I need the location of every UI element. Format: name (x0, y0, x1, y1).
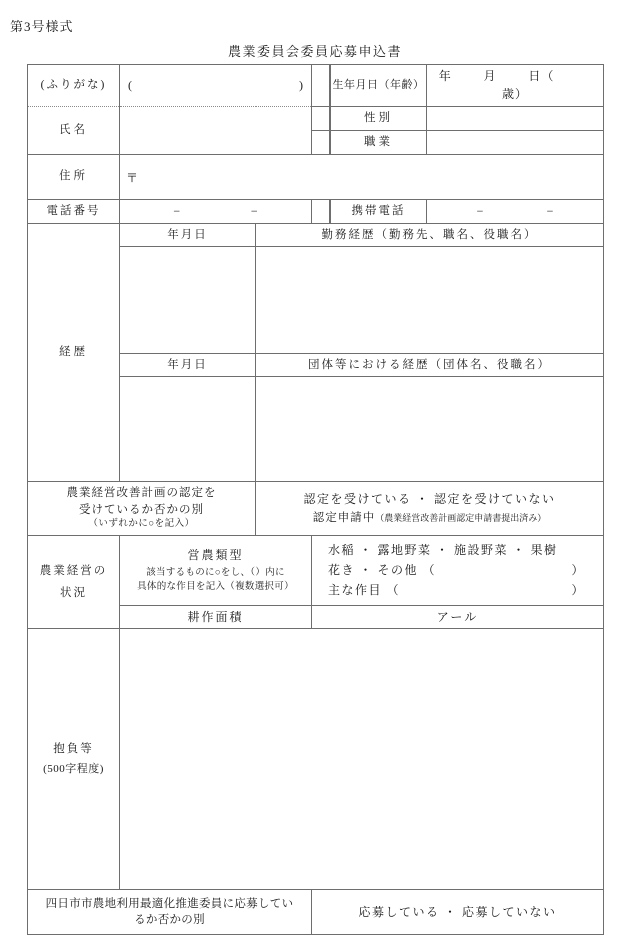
furigana-label: (ふりがな) (40, 79, 107, 92)
gender-label-cell-left (312, 107, 330, 131)
furigana-label-cell (28, 65, 120, 107)
certification-applying-note: （農業経営改善計画認定申請書提出済み） (375, 512, 547, 523)
aspiration-label-cell (28, 629, 120, 890)
farming-type-note-line2: 具体的な作目を記入（複数選択可） (137, 581, 294, 592)
occupation-cell-group (330, 131, 604, 155)
career-label-cell (28, 224, 120, 482)
gender-label-cell (331, 107, 427, 130)
mobile-dash-2: − (546, 203, 554, 218)
crops-line-2 (328, 561, 603, 581)
area-label-cell (120, 606, 312, 629)
application-form-table (27, 64, 604, 935)
farming-type-label-cell (120, 536, 312, 606)
org-date-header-cell (120, 354, 256, 377)
area-label: 耕作面積 (187, 609, 244, 624)
gender-value-cell[interactable] (427, 107, 604, 130)
birthdate-label-cell (331, 65, 427, 106)
birth-age-unit: 歳） (501, 86, 528, 101)
area-unit-label: アール (436, 609, 479, 624)
work-date-value-cell[interactable] (120, 247, 256, 354)
table-row-certification (28, 482, 604, 536)
optimization-choice-cell[interactable] (312, 890, 604, 935)
phone-value-cell[interactable] (120, 199, 312, 223)
optimization-label-line1: 四日市市農地利用最適化推進委員に応募してい (45, 897, 294, 910)
birthdate-value-cell[interactable] (427, 65, 604, 106)
table-row-aspiration (28, 629, 604, 890)
org-history-value-cell[interactable] (256, 377, 604, 482)
birth-day-unit: 日（ (528, 69, 555, 83)
table-row-farming-type (28, 536, 604, 606)
name-label-cell (28, 107, 120, 154)
occupation-label-cell-left (312, 131, 330, 155)
phone-label: 電話番号 (46, 205, 101, 218)
career-label: 経歴 (59, 346, 88, 359)
crops-line-2-close: ） (571, 563, 585, 578)
gender-cell-group (330, 107, 604, 131)
mobile-label: 携帯電話 (351, 205, 406, 218)
farming-status-label-line1: 農業経営の (39, 564, 108, 577)
certification-label-line2: 受けているか否かの別 (79, 503, 204, 516)
table-row-address (28, 154, 604, 199)
aspiration-label: 抱負等 (53, 743, 94, 756)
address-value-cell[interactable] (120, 154, 604, 199)
occupation-label: 職業 (364, 136, 393, 149)
crops-line-3-close: ） (571, 583, 585, 598)
furigana-input-cell[interactable] (120, 65, 312, 107)
address-label-cell (28, 154, 120, 199)
optimization-label-cell (28, 890, 312, 935)
document-title: 農業委員会委員応募申込書 (227, 44, 402, 59)
furigana-close-paren: ) (299, 77, 303, 92)
crops-line-3-text: 主な作目 （ (328, 583, 401, 598)
farming-crops-cell[interactable] (312, 536, 604, 606)
certification-applying-group (258, 510, 601, 527)
certification-applying-line: 認定申請中 (312, 511, 376, 524)
mobile-dash-1: − (476, 203, 484, 218)
area-value-cell[interactable] (312, 606, 604, 629)
optimization-label-line2: るか否かの別 (134, 914, 205, 927)
org-history-header-cell (256, 354, 604, 377)
birth-label-cell-left (312, 65, 330, 107)
name-label: 氏名 (59, 124, 88, 137)
certification-label-line1: 農業経営改善計画の認定を (66, 487, 217, 500)
certification-label-cell (28, 482, 256, 536)
phone-label-cell (28, 199, 120, 223)
certification-choice-cell[interactable] (256, 482, 604, 536)
work-history-value-cell[interactable] (256, 247, 604, 354)
farming-status-label-cell (28, 536, 120, 629)
table-row-name-gender (28, 107, 604, 131)
occupation-value-cell[interactable] (427, 131, 604, 154)
optimization-choice-line: 応募している ・ 応募していない (358, 904, 557, 919)
postal-code-mark: 〒 (126, 170, 139, 185)
work-history-header-cell (256, 224, 604, 247)
form-code: 第3号様式 (10, 19, 74, 34)
occupation-label-cell (331, 131, 427, 154)
farming-status-label-line2: 状況 (60, 587, 87, 600)
work-date-header-cell (120, 224, 256, 247)
table-row-furigana (28, 65, 604, 107)
table-row-phone (28, 199, 604, 223)
aspiration-sub-label: (500字程度) (43, 762, 104, 775)
certification-label-note: （いずれかに○を記入） (88, 519, 195, 530)
mobile-value-cell[interactable] (427, 200, 604, 223)
table-row-work-history-header (28, 224, 604, 247)
crops-line-1: 水稲 ・ 露地野菜 ・ 施設野菜 ・ 果樹 (328, 542, 558, 557)
crops-line-2-text: 花き ・ その他 （ (328, 563, 437, 578)
phone-dash-1: − (173, 203, 181, 218)
certification-choice-line: 認定を受けている ・ 認定を受けていない (303, 491, 556, 506)
phone-dash-2: − (250, 203, 258, 218)
work-history-header: 勤務経歴（勤務先、職名、役職名） (321, 228, 538, 241)
mobile-label-cell-left (312, 199, 330, 223)
org-date-header: 年月日 (167, 358, 208, 371)
farming-type-note-line1: 該当するものに○をし、（）内に (146, 568, 285, 579)
farming-type-label: 営農類型 (187, 547, 244, 562)
furigana-open-paren: ( (128, 77, 132, 92)
crops-line-3 (328, 581, 603, 601)
birth-cell-group (330, 65, 604, 107)
address-label: 住所 (59, 170, 88, 183)
name-value-cell[interactable] (120, 107, 312, 154)
org-date-value-cell[interactable] (120, 377, 256, 482)
aspiration-value-cell[interactable] (120, 629, 604, 890)
org-history-header: 団体等における経歴（団体名、役職名） (308, 358, 551, 371)
mobile-label-cell (331, 200, 427, 223)
birth-year-unit: 年 (438, 69, 452, 83)
gender-label: 性別 (364, 112, 393, 125)
birthdate-label: 生年月日（年齢） (332, 79, 425, 92)
birth-month-unit: 月 (483, 69, 497, 83)
mobile-cell-group (330, 199, 604, 223)
table-row-optimization-committee (28, 890, 604, 935)
work-date-header: 年月日 (167, 228, 208, 241)
